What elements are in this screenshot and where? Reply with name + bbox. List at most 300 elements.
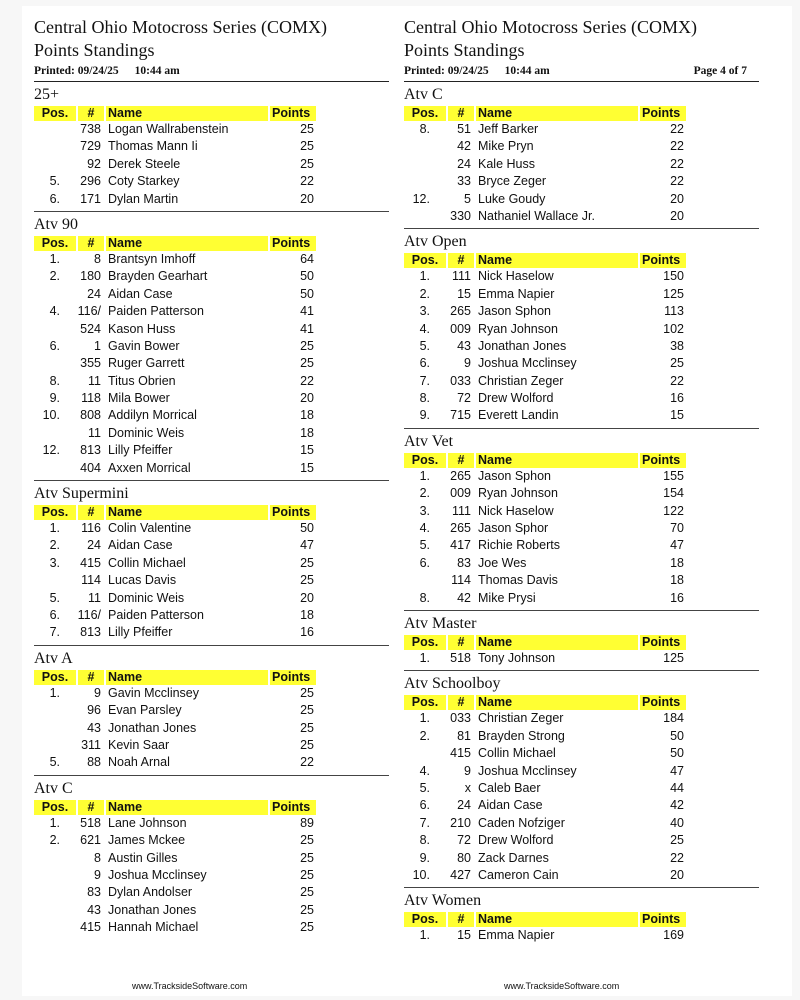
row-name: Caden Nofziger <box>478 815 565 830</box>
right-column <box>404 16 759 948</box>
row-number: 88 <box>87 755 101 770</box>
row-number: 265 <box>450 521 471 536</box>
row-points: 44 <box>670 780 684 795</box>
row-points: 15 <box>670 408 684 423</box>
row-name: Aidan Case <box>108 538 173 553</box>
table-row <box>34 590 389 607</box>
class-title: Atv Vet <box>404 432 454 450</box>
row-points: 184 <box>663 711 684 726</box>
row-number: 033 <box>450 711 471 726</box>
row-number: 11 <box>88 590 101 605</box>
series-title: Central Ohio Motocross Series (COMX) <box>404 17 697 37</box>
table-row <box>34 537 389 554</box>
row-number: 43 <box>87 720 101 735</box>
row-points: 18 <box>670 555 684 570</box>
header-pos: Pos. <box>404 453 446 468</box>
table-header <box>34 670 389 685</box>
row-pos: 2. <box>419 728 430 743</box>
table-row <box>404 503 759 520</box>
row-points: 20 <box>670 867 684 882</box>
row-name: Titus Obrien <box>108 373 176 388</box>
class-section <box>404 232 759 429</box>
row-points: 20 <box>300 590 314 605</box>
row-number: 118 <box>81 391 101 406</box>
row-number: 808 <box>80 408 101 423</box>
row-number: 415 <box>80 920 101 935</box>
row-number: 43 <box>457 338 471 353</box>
row-points: 25 <box>300 902 314 917</box>
table-row <box>34 919 389 936</box>
row-points: 25 <box>300 850 314 865</box>
table-row <box>34 520 389 537</box>
row-pos: 8. <box>419 833 430 848</box>
table-row <box>404 208 759 225</box>
row-pos: 6. <box>419 555 430 570</box>
header-number: # <box>78 106 104 121</box>
row-number: 813 <box>80 625 101 640</box>
table-row <box>34 138 389 155</box>
row-pos: 12. <box>42 443 60 458</box>
printed-date: Printed: 09/24/25 <box>34 65 119 77</box>
row-name: Derek Steele <box>108 156 181 171</box>
header-number: # <box>448 695 474 710</box>
row-points: 16 <box>670 391 684 406</box>
row-number: 621 <box>80 833 101 848</box>
row-number: 415 <box>450 746 471 761</box>
class-title: Atv Schoolboy <box>404 675 501 693</box>
row-pos: 5. <box>49 755 60 770</box>
table-row <box>34 373 389 390</box>
row-number: 330 <box>450 208 471 223</box>
row-pos: 7. <box>49 625 60 640</box>
row-points: 113 <box>664 304 684 319</box>
header-name: Name <box>106 800 268 815</box>
row-name: Ruger Garrett <box>108 356 185 371</box>
row-name: Kevin Saar <box>108 737 170 752</box>
table-row <box>404 650 759 667</box>
header-pos: Pos. <box>34 236 76 251</box>
table-row <box>404 286 759 303</box>
row-name: Austin Gilles <box>108 850 178 865</box>
row-points: 154 <box>663 486 684 501</box>
header-number: # <box>448 453 474 468</box>
row-name: Aidan Case <box>478 798 543 813</box>
row-pos: 3. <box>49 555 60 570</box>
page-number: Page 4 of 7 <box>693 65 747 77</box>
row-points: 102 <box>663 321 684 336</box>
row-number: 729 <box>80 139 101 154</box>
row-points: 122 <box>663 503 684 518</box>
table-row <box>404 268 759 285</box>
table-row <box>404 407 759 424</box>
header-number: # <box>448 912 474 927</box>
header-number: # <box>448 635 474 650</box>
class-title: Atv A <box>34 649 73 667</box>
row-points: 22 <box>670 850 684 865</box>
row-name: Luke Goudy <box>478 191 546 206</box>
row-number: 92 <box>87 156 101 171</box>
header-pos: Pos. <box>34 670 76 685</box>
row-number: 96 <box>87 703 101 718</box>
header-points: Points <box>270 236 316 251</box>
row-name: Jonathan Jones <box>108 902 197 917</box>
row-number: 8 <box>94 251 101 266</box>
row-name: Jeff Barker <box>478 122 539 136</box>
row-pos: 2. <box>419 486 430 501</box>
row-number: 9 <box>464 356 471 371</box>
row-number: 42 <box>457 590 471 605</box>
table-row <box>34 884 389 901</box>
row-points: 22 <box>300 755 314 770</box>
row-number: 009 <box>450 486 471 501</box>
row-name: Jason Sphor <box>478 521 549 536</box>
row-name: Nick Haselow <box>478 269 554 284</box>
standings-sheet <box>22 6 792 996</box>
row-points: 20 <box>300 191 314 206</box>
table-row <box>34 156 389 173</box>
row-pos: 10. <box>412 867 430 882</box>
row-number: 355 <box>80 356 101 371</box>
row-pos: 10. <box>42 408 60 423</box>
row-name: Lilly Pfeiffer <box>108 443 173 458</box>
row-number: 24 <box>87 286 101 301</box>
header-points: Points <box>640 635 686 650</box>
table-row <box>34 867 389 884</box>
row-name: Thomas Mann Ii <box>108 139 198 154</box>
row-number: 80 <box>457 850 471 865</box>
header-name: Name <box>476 912 638 927</box>
row-number: 9 <box>464 763 471 778</box>
table-row <box>404 520 759 537</box>
table-row <box>404 191 759 208</box>
row-points: 25 <box>300 720 314 735</box>
table-row <box>34 121 389 138</box>
row-pos: 1. <box>419 269 430 284</box>
row-number: 24 <box>87 538 101 553</box>
table-row <box>34 390 389 407</box>
row-name: Bryce Zeger <box>478 174 547 189</box>
row-pos: 9. <box>419 850 430 865</box>
row-points: 22 <box>300 373 314 388</box>
footer-link[interactable]: www.TracksideSoftware.com <box>132 981 248 991</box>
row-pos: 12. <box>412 191 430 206</box>
table-row <box>34 460 389 477</box>
row-number: 518 <box>80 815 101 830</box>
row-points: 25 <box>300 703 314 718</box>
row-pos: 2. <box>49 269 60 284</box>
row-pos: 9. <box>419 408 430 423</box>
row-pos: 5. <box>419 780 430 795</box>
row-points: 25 <box>670 356 684 371</box>
header-number: # <box>78 670 104 685</box>
printed-time: 10:44 am <box>134 65 180 77</box>
row-points: 50 <box>670 728 684 743</box>
row-name: Christian Zeger <box>478 711 564 726</box>
row-number: 81 <box>457 728 471 743</box>
class-section <box>34 484 389 646</box>
row-number: 518 <box>450 650 471 665</box>
row-name: Nathaniel Wallace Jr. <box>478 208 595 223</box>
table-row <box>404 555 759 572</box>
header-name: Name <box>106 106 268 121</box>
row-pos: 8. <box>419 590 430 605</box>
row-name: Jason Sphon <box>478 304 551 319</box>
row-name: Aidan Case <box>108 286 173 301</box>
table-header <box>404 695 759 710</box>
row-name: Joshua Mcclinsey <box>478 356 577 371</box>
row-number: 813 <box>80 443 101 458</box>
row-pos: 6. <box>49 191 60 206</box>
row-points: 22 <box>670 139 684 154</box>
header-name: Name <box>476 253 638 268</box>
table-row <box>34 754 389 771</box>
row-pos: 5. <box>419 538 430 553</box>
header-points: Points <box>640 453 686 468</box>
row-points: 25 <box>300 573 314 588</box>
row-number: 33 <box>457 174 471 189</box>
row-name: Jonathan Jones <box>478 338 567 353</box>
table-row <box>34 355 389 372</box>
table-row <box>404 867 759 884</box>
row-name: Noah Arnal <box>108 755 170 770</box>
row-name: Dylan Andolser <box>108 885 193 900</box>
left-column <box>34 16 389 939</box>
row-number: 296 <box>80 174 101 189</box>
table-row <box>34 191 389 208</box>
row-number: 116 <box>81 521 101 536</box>
row-name: Nick Haselow <box>478 503 554 518</box>
row-points: 22 <box>300 174 314 189</box>
row-name: Gavin Mcclinsey <box>108 685 199 700</box>
row-number: 11 <box>88 373 101 388</box>
row-pos: 8. <box>49 373 60 388</box>
class-title: Atv 90 <box>34 215 78 233</box>
header-name: Name <box>106 236 268 251</box>
class-section <box>404 85 759 229</box>
header-number: # <box>78 800 104 815</box>
table-row <box>34 572 389 589</box>
row-number: 415 <box>80 555 101 570</box>
row-name: Emma Napier <box>478 286 555 301</box>
header-points: Points <box>640 695 686 710</box>
row-points: 20 <box>670 191 684 206</box>
row-pos: 6. <box>419 798 430 813</box>
row-points: 25 <box>300 338 314 353</box>
class-title: Atv C <box>34 779 73 797</box>
row-points: 25 <box>300 156 314 171</box>
row-number: 72 <box>457 391 471 406</box>
table-row <box>34 815 389 832</box>
row-number: 033 <box>450 373 471 388</box>
header-points: Points <box>640 253 686 268</box>
class-title: Atv Women <box>404 892 482 910</box>
row-number: 24 <box>457 798 471 813</box>
row-pos: 1. <box>419 650 430 665</box>
row-number: 9 <box>94 685 101 700</box>
row-number: 427 <box>450 867 471 882</box>
class-title: Atv Master <box>404 614 477 632</box>
header-pos: Pos. <box>34 800 76 815</box>
row-pos: 1. <box>49 521 60 536</box>
row-number: 417 <box>450 538 471 553</box>
table-row <box>404 797 759 814</box>
row-name: Christian Zeger <box>478 373 564 388</box>
table-row <box>34 902 389 919</box>
row-name: Caleb Baer <box>478 780 541 795</box>
table-row <box>404 780 759 797</box>
row-name: Logan Wallrabenstein <box>108 122 229 136</box>
row-name: Paiden Patterson <box>108 304 204 319</box>
row-number: 180 <box>80 269 101 284</box>
row-number: 24 <box>457 156 471 171</box>
table-row <box>34 173 389 190</box>
row-pos: 8. <box>419 122 430 136</box>
table-row <box>34 624 389 641</box>
class-section <box>404 891 759 947</box>
class-section <box>34 85 389 212</box>
row-pos: 1. <box>49 685 60 700</box>
row-number: 111 <box>451 269 471 284</box>
right-sections <box>404 85 759 948</box>
row-name: Joe Wes <box>478 555 527 570</box>
row-pos: 2. <box>49 538 60 553</box>
row-points: 25 <box>300 867 314 882</box>
row-points: 22 <box>670 174 684 189</box>
row-points: 40 <box>670 815 684 830</box>
printed-line <box>34 65 389 82</box>
table-row <box>404 572 759 589</box>
table-row <box>34 407 389 424</box>
row-name: Collin Michael <box>478 746 556 761</box>
row-points: 20 <box>300 391 314 406</box>
header-number: # <box>78 236 104 251</box>
row-name: Paiden Patterson <box>108 607 204 622</box>
row-name: Richie Roberts <box>478 538 560 553</box>
table-row <box>404 355 759 372</box>
row-points: 16 <box>300 625 314 640</box>
row-number: 11 <box>88 425 101 440</box>
table-row <box>34 607 389 624</box>
row-name: Mike Prysi <box>478 590 536 605</box>
printed-line <box>404 65 759 82</box>
row-number: 265 <box>450 468 471 483</box>
table-row <box>404 468 759 485</box>
row-number: 116/ <box>77 304 101 319</box>
row-number: 83 <box>87 885 101 900</box>
table-row <box>34 442 389 459</box>
table-row <box>34 720 389 737</box>
row-number: 43 <box>87 902 101 917</box>
row-number: 116/ <box>77 607 101 622</box>
row-name: Zack Darnes <box>478 850 549 865</box>
row-pos: 9. <box>49 391 60 406</box>
row-name: Ryan Johnson <box>478 486 558 501</box>
table-row <box>404 303 759 320</box>
row-number: 15 <box>457 928 471 943</box>
row-name: Kason Huss <box>108 321 176 336</box>
row-number: 009 <box>450 321 471 336</box>
row-pos: 7. <box>419 373 430 388</box>
row-pos: 1. <box>49 251 60 266</box>
table-row <box>34 286 389 303</box>
header-number: # <box>448 106 474 121</box>
row-pos: 4. <box>419 521 430 536</box>
table-row <box>34 338 389 355</box>
series-title: Central Ohio Motocross Series (COMX) <box>34 17 327 37</box>
row-pos: 2. <box>49 833 60 848</box>
row-pos: 4. <box>49 304 60 319</box>
row-points: 41 <box>300 321 314 336</box>
table-row <box>404 156 759 173</box>
row-name: Brayden Strong <box>478 728 565 743</box>
row-points: 18 <box>300 425 314 440</box>
printed-date: Printed: 09/24/25 <box>404 65 489 77</box>
row-pos: 7. <box>419 815 430 830</box>
printed-time: 10:44 am <box>504 65 550 77</box>
table-row <box>34 685 389 702</box>
row-points: 15 <box>300 460 314 475</box>
header-name: Name <box>476 106 638 121</box>
table-header <box>404 912 759 927</box>
table-row <box>404 173 759 190</box>
row-name: Jonathan Jones <box>108 720 197 735</box>
row-number: x <box>464 780 471 795</box>
header-pos: Pos. <box>404 253 446 268</box>
row-number: 738 <box>80 122 101 136</box>
footer-link[interactable]: www.TracksideSoftware.com <box>504 981 620 991</box>
table-header <box>34 236 389 251</box>
table-row <box>404 485 759 502</box>
table-row <box>34 737 389 754</box>
table-row <box>404 390 759 407</box>
header-pos: Pos. <box>404 912 446 927</box>
row-pos: 1. <box>419 468 430 483</box>
row-number: 311 <box>81 737 101 752</box>
class-title: 25+ <box>34 86 60 103</box>
row-pos: 4. <box>419 763 430 778</box>
row-points: 25 <box>300 122 314 136</box>
row-number: 715 <box>450 408 471 423</box>
row-points: 25 <box>300 920 314 935</box>
row-points: 22 <box>670 122 684 136</box>
table-row <box>34 251 389 268</box>
row-points: 25 <box>300 885 314 900</box>
row-points: 47 <box>300 538 314 553</box>
row-points: 25 <box>300 737 314 752</box>
left-sections <box>34 85 389 939</box>
row-name: Colin Valentine <box>108 521 192 536</box>
header-number: # <box>78 505 104 520</box>
row-number: 72 <box>457 833 471 848</box>
row-points: 20 <box>670 208 684 223</box>
row-number: 171 <box>80 191 101 206</box>
row-number: 524 <box>80 321 101 336</box>
header-pos: Pos. <box>34 505 76 520</box>
row-number: 8 <box>94 850 101 865</box>
header-pos: Pos. <box>404 695 446 710</box>
row-points: 125 <box>663 286 684 301</box>
row-pos: 5. <box>419 338 430 353</box>
row-name: Kale Huss <box>478 156 535 171</box>
table-row <box>404 763 759 780</box>
table-header <box>34 106 389 121</box>
row-points: 50 <box>300 286 314 301</box>
row-name: Evan Parsley <box>108 703 182 718</box>
table-row <box>34 555 389 572</box>
row-points: 25 <box>300 833 314 848</box>
row-points: 50 <box>670 746 684 761</box>
row-pos: 5. <box>49 174 60 189</box>
